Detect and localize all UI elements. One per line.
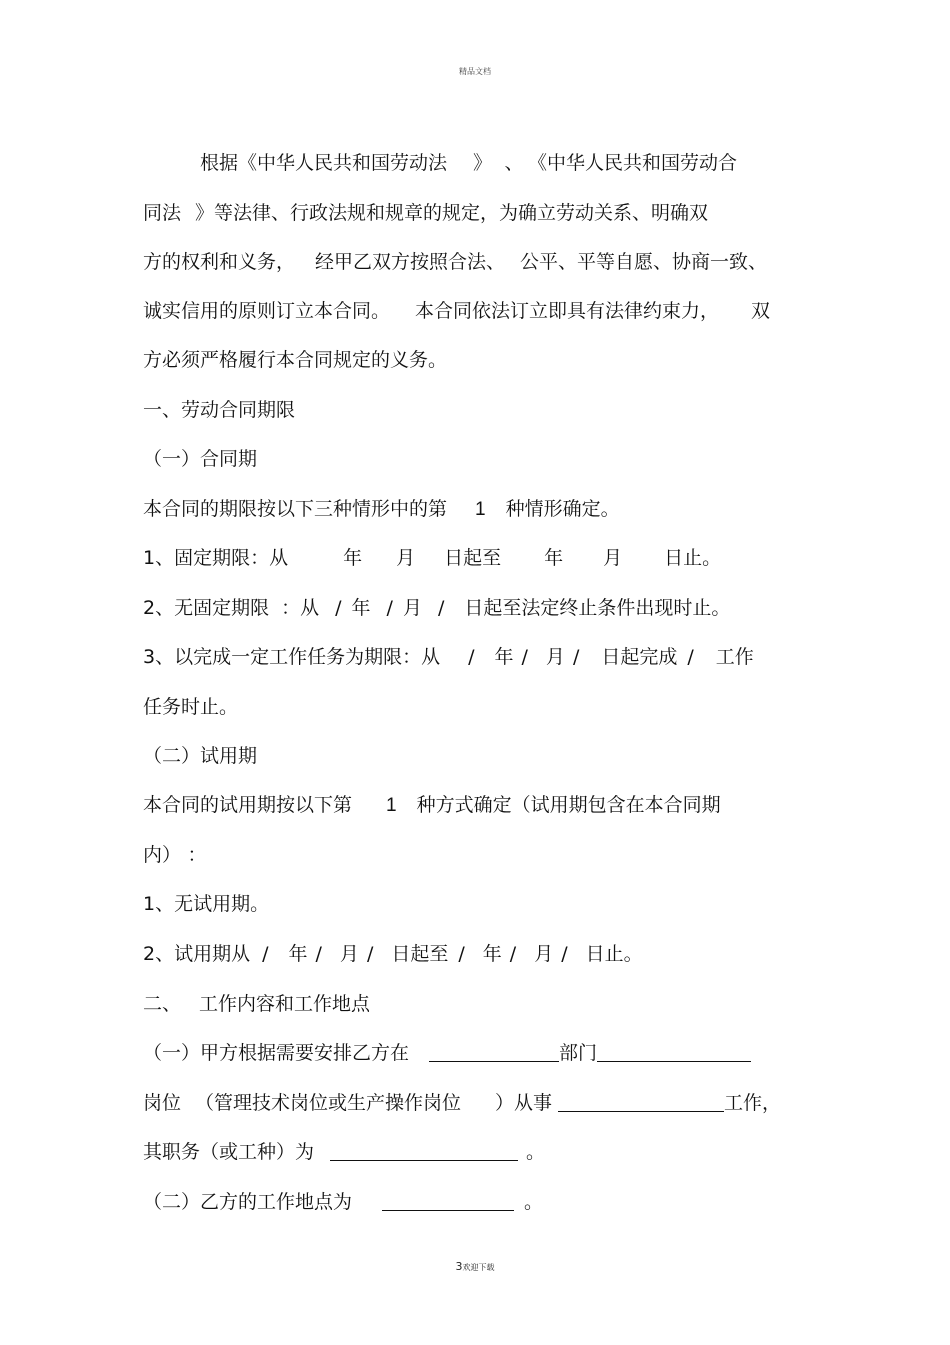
text-run: （二）乙方的工作地点为 <box>143 1191 353 1213</box>
text-run: 内） <box>143 844 172 866</box>
list-item: 1、无试用期。 <box>143 893 270 915</box>
paragraph-line <box>143 1189 543 1215</box>
text-run: 同法 <box>143 202 182 224</box>
text-run: / <box>687 646 694 668</box>
paragraph-line: 方必须严格履行本合同规定的义务。 <box>143 349 448 371</box>
footer-text: 欢迎下载 <box>462 1263 495 1272</box>
text-run: / <box>262 943 269 965</box>
text-run: 日止。 <box>664 547 722 569</box>
paragraph-line <box>143 200 708 226</box>
text-run: 其职务（或工种）为 <box>143 1141 315 1163</box>
text-run: 本合同依法订立即具有法律约束力， <box>415 300 720 322</box>
text-run: 诚实信用的原则订立本合同。 <box>143 300 391 322</box>
subsection-heading: （二）试用期 <box>143 745 258 767</box>
text-run: 根据《中华人民共和国劳动法 <box>200 152 448 174</box>
section-heading: 一、劳动合同期限 <box>143 399 296 421</box>
blank-line <box>597 1043 751 1062</box>
text-run: / <box>437 597 445 619</box>
text-run: （一）甲方根据需要安排乙方在 <box>143 1042 410 1064</box>
text-run: 》 <box>473 152 483 174</box>
text-run: 部门 <box>559 1042 598 1064</box>
text-run: 月 <box>534 943 554 965</box>
text-run: / <box>572 646 580 668</box>
blank-line <box>382 1192 514 1211</box>
text-run: 本合同的试用期按以下第 <box>143 794 353 816</box>
paragraph-line <box>143 1139 545 1165</box>
text-run: / <box>509 943 517 965</box>
paragraph-line <box>200 150 737 176</box>
text-run: 工作内容和工作地点 <box>199 993 371 1015</box>
list-item <box>143 941 643 967</box>
text-run: 工作， <box>724 1092 782 1114</box>
text-run: 双 <box>751 300 771 322</box>
text-run: 年 <box>288 943 308 965</box>
list-item <box>143 545 721 571</box>
text-run: 日起完成 <box>601 646 678 668</box>
text-run: 种方式确定（试用期包含在本合同期 <box>416 794 721 816</box>
text-run: 》等法律、行政法规和规章的规定，为确立劳动关系、明确双 <box>195 202 709 224</box>
text-run: 2、试用期从 <box>143 943 251 965</box>
blank-line <box>429 1043 559 1062</box>
text-run: 年 <box>544 547 564 569</box>
text-run: / <box>561 943 568 965</box>
text-run: / <box>521 646 528 668</box>
paragraph-line <box>143 1040 751 1066</box>
text-run: 公平、平等自愿、协商一致、 <box>520 251 768 273</box>
text-run: 年 <box>351 597 371 619</box>
list-item-continuation: 任务时止。 <box>143 696 239 718</box>
subsection-heading: （一）合同期 <box>143 448 258 470</box>
choice-value: 1 <box>386 795 397 816</box>
text-run: 日起至法定终止条件出现时止。 <box>464 597 731 619</box>
paragraph-line <box>143 792 721 819</box>
text-run: 年 <box>482 943 502 965</box>
text-run: 年 <box>494 646 514 668</box>
paragraph-line <box>143 298 770 324</box>
section-heading <box>143 991 370 1017</box>
text-run: 工作 <box>715 646 754 668</box>
text-run: / <box>315 943 322 965</box>
text-run: 岗位 <box>143 1092 182 1114</box>
text-run: 方的权利和义务， <box>143 251 296 273</box>
text-run: 3、以完成一定工作任务为期限：从 <box>143 646 441 668</box>
text-run: 日起至 <box>444 547 502 569</box>
text-run: 月 <box>402 597 422 619</box>
text-run: 月 <box>396 547 416 569</box>
paragraph-line <box>143 496 620 523</box>
text-run: 月 <box>339 943 359 965</box>
text-run: 日止。 <box>585 943 643 965</box>
paragraph-line <box>143 842 207 868</box>
text-run: / <box>386 597 393 619</box>
list-item <box>143 595 730 621</box>
text-run: 二、 <box>143 993 182 1015</box>
text-run: 种情形确定。 <box>505 498 620 520</box>
text-run: / <box>468 646 475 668</box>
text-run: 月 <box>545 646 565 668</box>
text-run: 2、无固定期限 <box>143 597 270 619</box>
text-run: 。 <box>524 1191 544 1213</box>
text-run: 经甲乙双方按照合法、 <box>315 251 506 273</box>
text-run: 本合同的期限按以下三种情形中的第 <box>143 498 448 520</box>
text-run: 。 <box>526 1141 546 1163</box>
text-run: 日起至 <box>391 943 449 965</box>
text-run: （管理技术岗位或生产操作岗位 <box>195 1092 462 1114</box>
choice-value: 1 <box>475 499 486 520</box>
text-run: 《中华人民共和国劳动合 <box>537 152 738 174</box>
list-item <box>143 644 754 670</box>
text-run: 、 <box>504 152 524 174</box>
text-run: / <box>366 943 374 965</box>
blank-line <box>558 1093 724 1112</box>
page-footer <box>0 1260 950 1273</box>
text-run: ）从事 <box>495 1092 553 1114</box>
paragraph-line <box>143 249 767 275</box>
text-run: 年 <box>343 547 363 569</box>
text-run: ： <box>187 844 207 866</box>
text-run: / <box>458 943 465 965</box>
paragraph-line <box>143 1090 781 1116</box>
text-run: 1、固定期限：从 <box>143 547 289 569</box>
text-run: ：从 <box>281 597 320 619</box>
text-run: 月 <box>603 547 623 569</box>
blank-line <box>330 1142 518 1161</box>
page-header: 精品文档 <box>459 67 491 76</box>
text-run: / <box>335 597 342 619</box>
page-number: 3 <box>455 1260 463 1273</box>
